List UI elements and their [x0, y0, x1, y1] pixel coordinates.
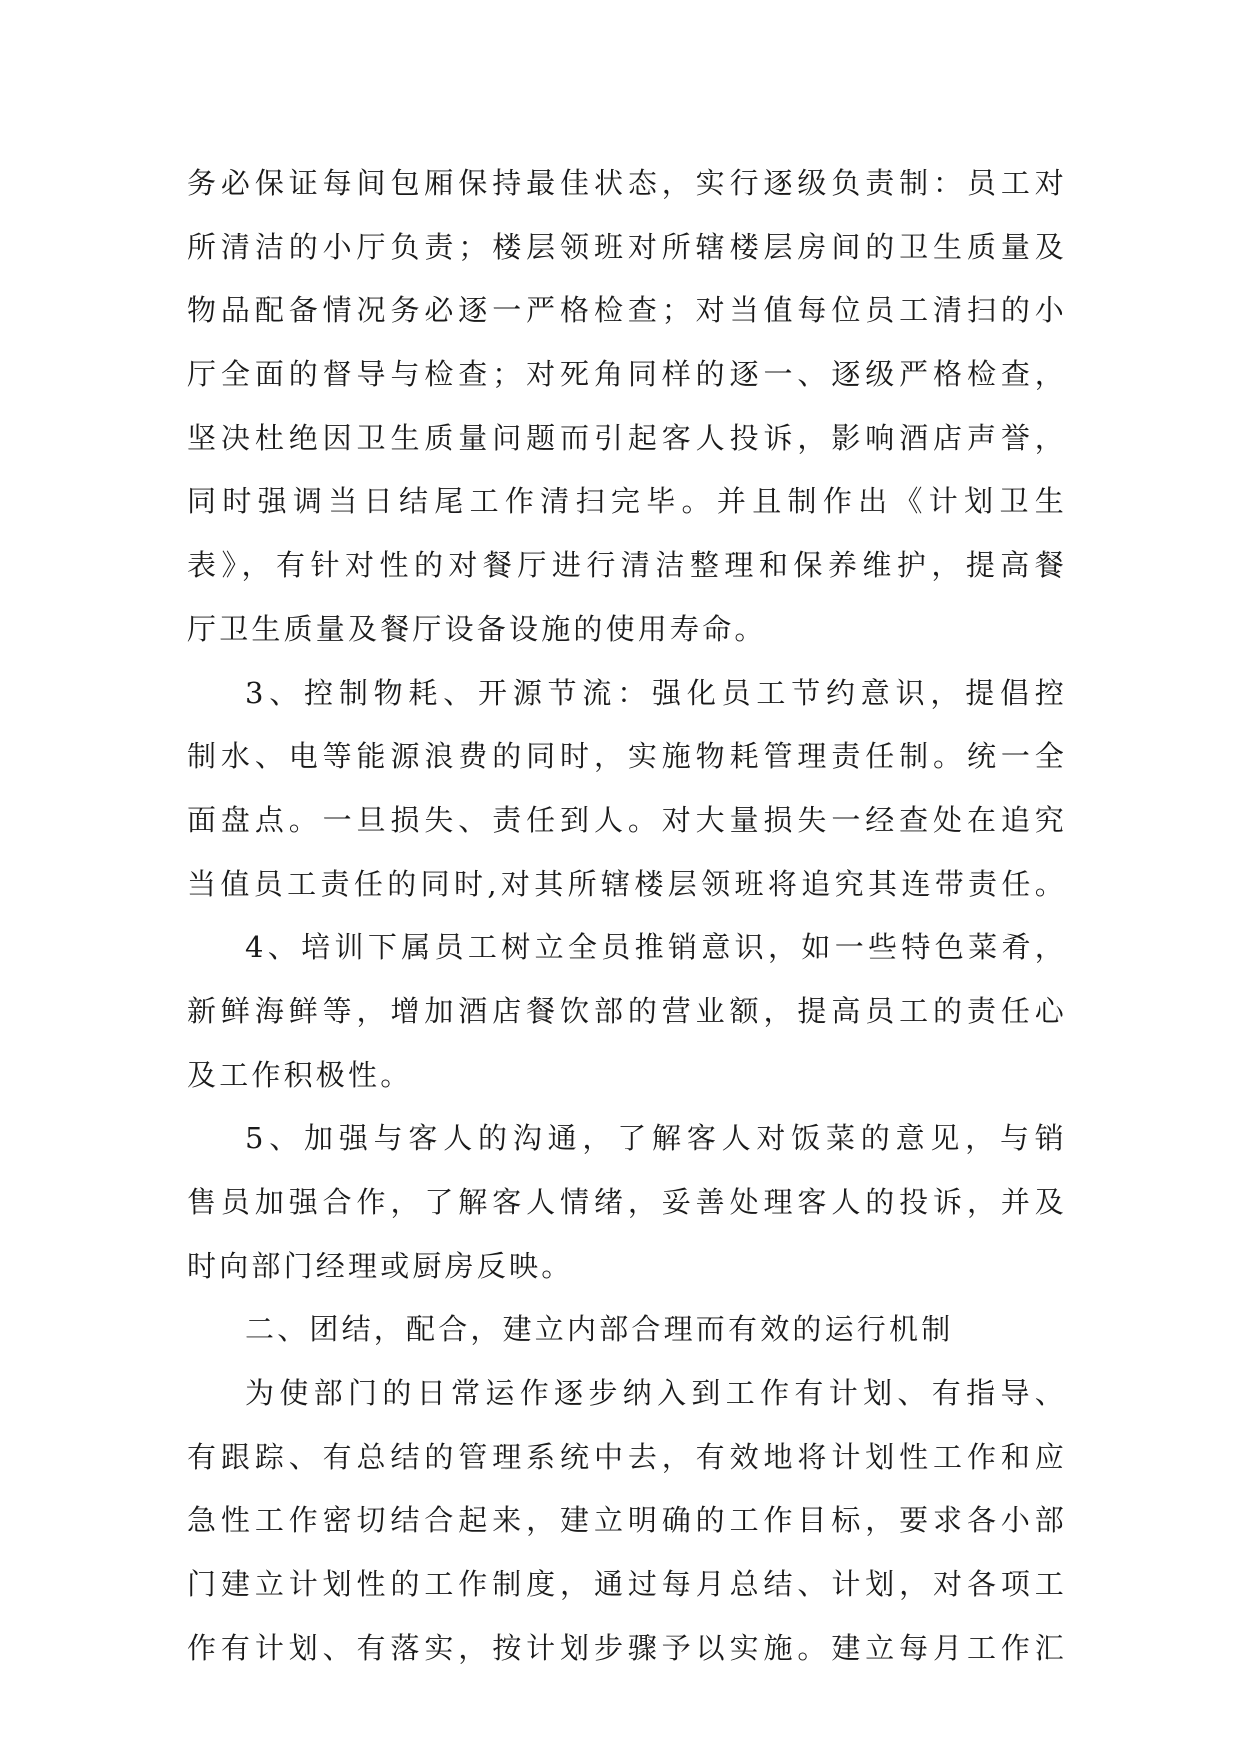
text-line: 新鲜海鲜等，增加酒店餐饮部的营业额，提高员工的责任心 — [187, 993, 1067, 1028]
section-heading: 二、团结，配合，建立内部合理而有效的运行机制 — [245, 1312, 954, 1347]
paragraph-3-start: 3、控制物耗、开源节流：强化员工节约意识，提倡控 — [245, 675, 1067, 710]
text-line: 急性工作密切结合起来，建立明确的工作目标，要求各小部 — [187, 1503, 1067, 1538]
text-line: 及工作积极性。 — [187, 1057, 413, 1092]
text-line: 厅卫生质量及餐厅设备设施的使用寿命。 — [187, 611, 767, 646]
text-line: 表》，有针对性的对餐厅进行清洁整理和保养维护，提高餐 — [187, 548, 1067, 583]
paragraph-section-2-start: 为使部门的日常运作逐步纳入到工作有计划、有指导、 — [245, 1376, 1067, 1411]
text-line: 同时强调当日结尾工作清扫完毕。并且制作出《计划卫生 — [187, 484, 1067, 519]
body-text — [187, 152, 1067, 1681]
text-line: 物品配备情况务必逐一严格检查；对当值每位员工清扫的小 — [187, 293, 1067, 328]
text-line: 面盘点。一旦损失、责任到人。对大量损失一经查处在追究 — [187, 802, 1067, 837]
paragraph-5-start: 5、加强与客人的沟通，了解客人对饭菜的意见，与销 — [245, 1121, 1067, 1156]
text-line: 作有计划、有落实，按计划步骤予以实施。建立每月工作汇 — [187, 1630, 1067, 1665]
text-line: 当值员工责任的同时,对其所辖楼层领班将追究其连带责任。 — [187, 866, 1067, 901]
text-line: 有跟踪、有总结的管理系统中去，有效地将计划性工作和应 — [187, 1439, 1067, 1474]
paragraph-4-start: 4、培训下属员工树立全员推销意识，如一些特色菜肴， — [245, 930, 1067, 965]
text-line: 时向部门经理或厨房反映。 — [187, 1248, 574, 1283]
text-line: 门建立计划性的工作制度，通过每月总结、计划，对各项工 — [187, 1567, 1067, 1602]
text-line: 坚决杜绝因卫生质量问题而引起客人投诉，影响酒店声誉， — [187, 420, 1067, 455]
text-line: 务必保证每间包厢保持最佳状态，实行逐级负责制：员工对 — [187, 166, 1067, 200]
text-line: 厅全面的督导与检查；对死角同样的逐一、逐级严格检查， — [187, 357, 1067, 392]
text-line: 售员加强合作，了解客人情绪，妥善处理客人的投诉，并及 — [187, 1185, 1067, 1219]
text-line: 制水、电等能源浪费的同时，实施物耗管理责任制。统一全 — [187, 739, 1067, 774]
text-line: 所清洁的小厅负责；楼层领班对所辖楼层房间的卫生质量及 — [187, 229, 1067, 264]
